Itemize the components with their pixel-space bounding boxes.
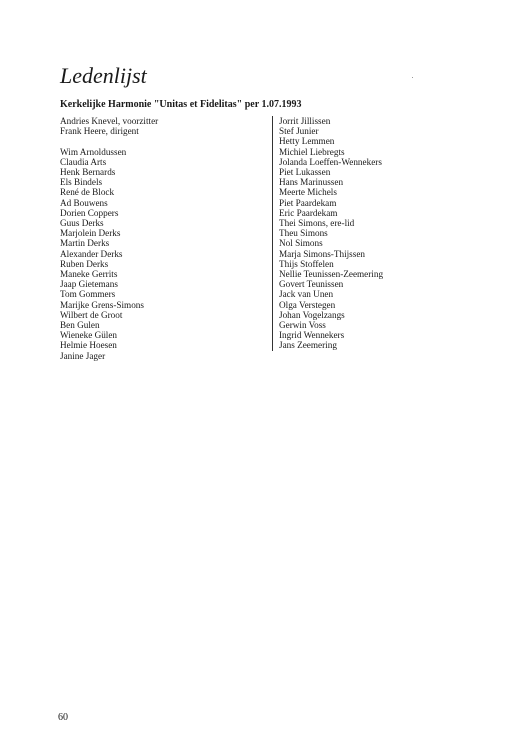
scan-speck <box>412 77 413 78</box>
member-name: Stef Junier <box>279 126 319 137</box>
member-name: Ben Gulen <box>60 320 100 331</box>
member-name: Jolanda Loeffen-Wennekers <box>279 156 382 167</box>
member-name: Piet Paardekam <box>279 197 337 208</box>
member-name: Ad Bouwens <box>60 197 108 208</box>
member-name: Marja Simons-Thijssen <box>279 248 365 259</box>
member-name: Tom Gommers <box>60 289 116 300</box>
member-name: Martin Derks <box>60 238 110 249</box>
member-name: Jans Zeemering <box>279 340 337 351</box>
member-name: Guus Derks <box>60 218 104 229</box>
member-name: Thei Simons, ere-lid <box>279 218 355 229</box>
member-name: Johan Vogelzangs <box>279 309 345 320</box>
member-name: Janine Jager <box>60 350 106 361</box>
member-name: Wim Arnoldussen <box>60 146 127 157</box>
member-name: Claudia Arts <box>60 156 107 167</box>
member-name: Michiel Liebregts <box>279 146 345 157</box>
officer-name: Frank Heere, dirigent <box>60 126 139 137</box>
officer-name: Andries Knevel, voorzitter <box>60 116 159 126</box>
member-name: Ruben Derks <box>60 258 109 269</box>
page-number: 60 <box>58 712 68 723</box>
member-name: Marijke Grens-Simons <box>60 299 144 310</box>
member-name: Ingrid Wennekers <box>279 330 345 341</box>
member-name: Theu Simons <box>279 228 328 239</box>
member-name: Nol Simons <box>279 238 323 249</box>
group-separator <box>60 136 158 146</box>
member-name: Helmie Hoesen <box>60 340 117 351</box>
member-name: Meerte Michels <box>279 187 337 198</box>
member-name: Thijs Stoffelen <box>279 258 334 269</box>
member-list-left-column <box>60 116 158 361</box>
member-name: Henk Bernards <box>60 167 116 177</box>
member-name: Gerwin Voss <box>279 320 326 331</box>
page-title: Ledenlijst <box>60 63 147 88</box>
member-name: Wieneke Gülen <box>60 330 118 341</box>
member-list-right-column <box>272 116 383 351</box>
member-name: Jorrit Jillissen <box>279 116 331 126</box>
member-name: Wilbert de Groot <box>60 309 123 320</box>
list-subtitle: Kerkelijke Harmonie "Unitas et Fidelitas" per 1.07.1993 <box>60 99 302 110</box>
member-name: Hetty Lemmen <box>279 136 335 147</box>
member-name: Piet Lukassen <box>279 167 331 178</box>
member-name: Olga Verstegen <box>279 299 336 310</box>
member-name: Nellie Teunissen-Zeemering <box>279 269 384 280</box>
member-name: Jack van Unen <box>279 289 334 300</box>
member-name: Govert Teunissen <box>279 279 344 290</box>
member-name: Hans Marinussen <box>279 177 344 188</box>
member-name: Alexander Derks <box>60 248 123 259</box>
member-name: Marjolein Derks <box>60 228 121 239</box>
member-name: Els Bindels <box>60 177 103 188</box>
member-name: Maneke Gerrits <box>60 269 118 280</box>
member-name: René de Block <box>60 187 115 198</box>
member-name: Jaap Gietemans <box>60 279 118 290</box>
member-name: Dorien Coppers <box>60 207 119 218</box>
member-name: Eric Paardekam <box>279 207 338 218</box>
